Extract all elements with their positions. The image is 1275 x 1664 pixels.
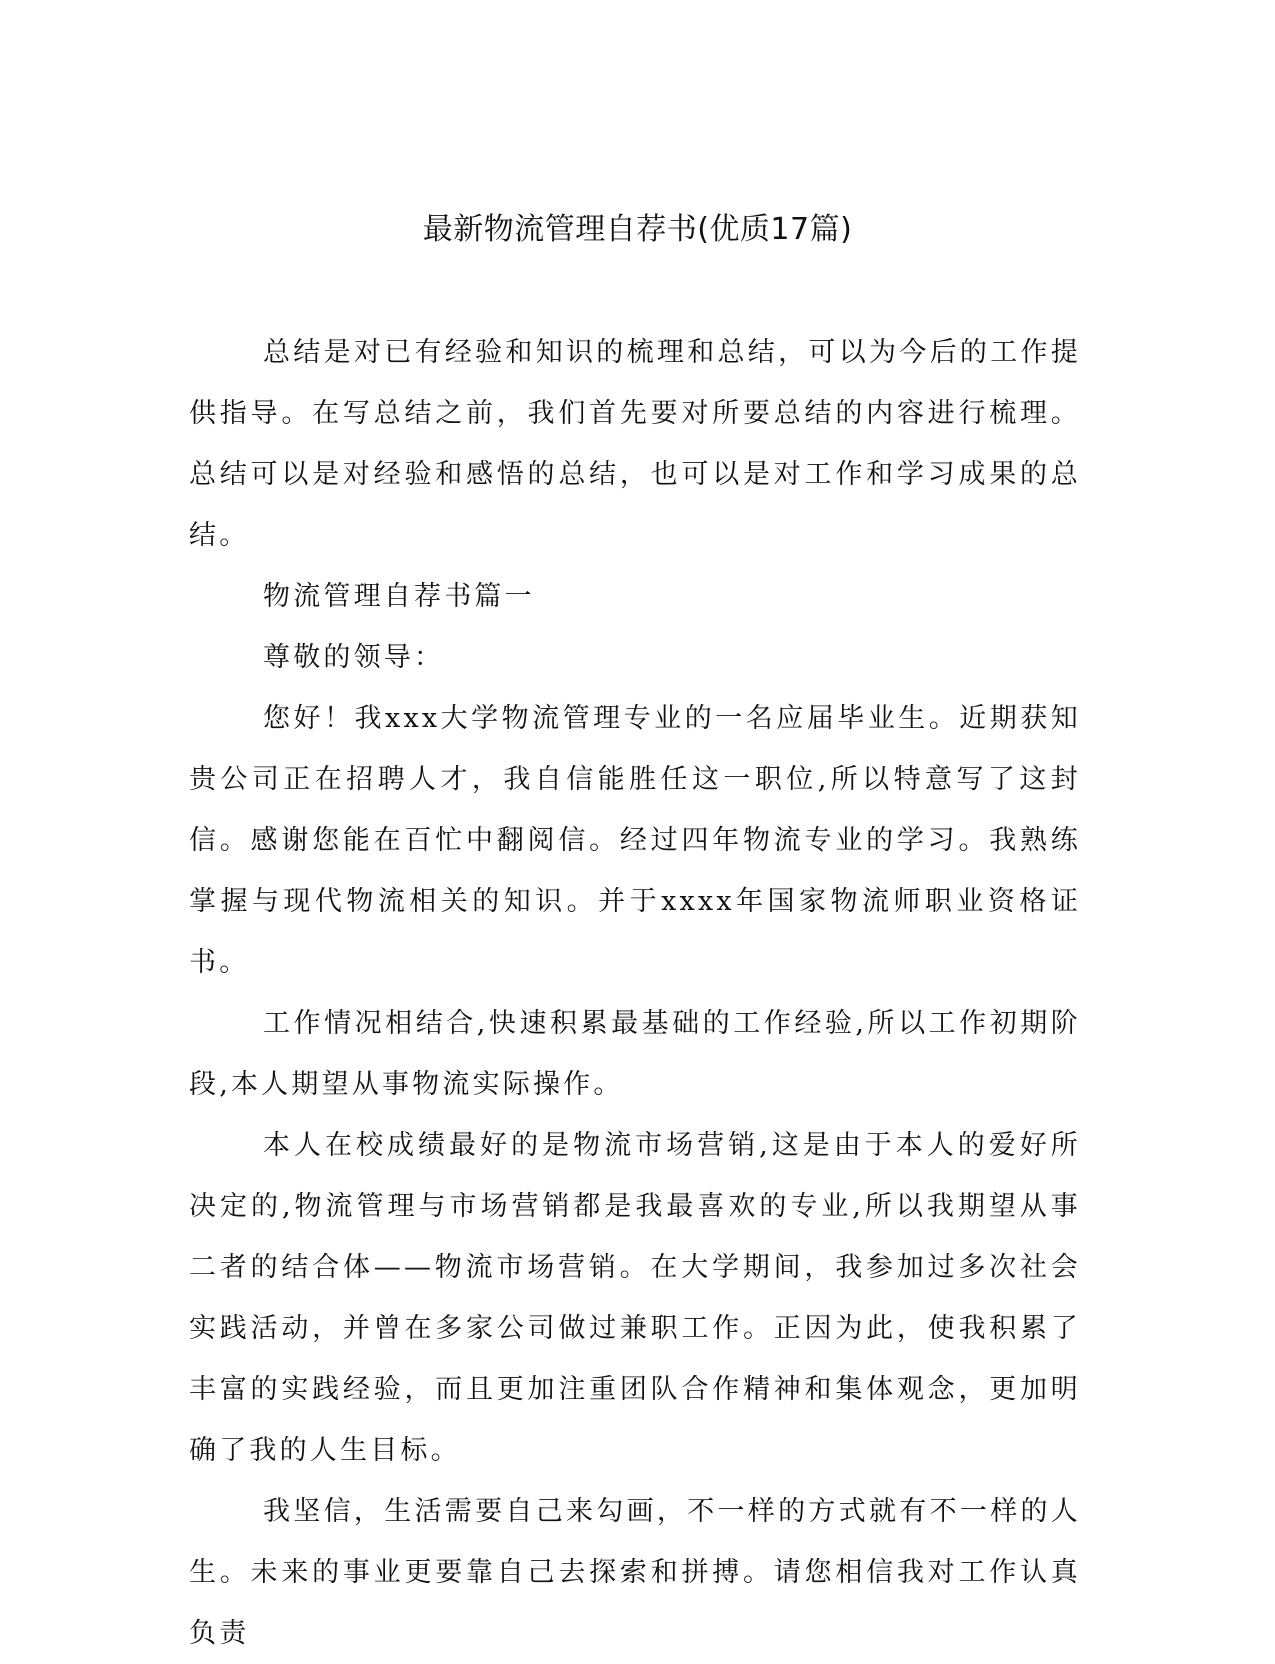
document-body [189,322,1081,1664]
body-paragraph: 您好！我xxx大学物流管理专业的一名应届毕业生。近期获知贵公司正在招聘人才，我自信能胜任这一职位,所以特意写了这封信。感谢您能在百忙中翻阅信。经过四年物流专业的学习。我熟练掌握与现代物流相关的知识。并于xxxx年国家物流师职业资格证书。 [189,703,1081,978]
document-title: 最新物流管理自荐书(优质17篇) [422,212,853,247]
body-paragraph: 我坚信，生活需要自己来勾画，不一样的方式就有不一样的人生。未来的事业更要靠自己去探索和拼搏。请您相信我对工作认真负责 [189,1496,1081,1649]
body-paragraph: 工作情况相结合,快速积累最基础的工作经验,所以工作初期阶段,本人期望从事物流实际操作。 [189,1008,1081,1100]
body-paragraph: 本人在校成绩最好的是物流市场营销,这是由于本人的爱好所决定的,物流管理与市场营销都是我最喜欢的专业,所以我期望从事二者的结合体——物流市场营销。在大学期间，我参加过多次社会实践活动，并曾在多家公司做过兼职工作。正因为此，使我积累了丰富的实践经验，而且更加注重团队合作精神和集体观念，更加明确了我的人生目标。 [189,1130,1081,1466]
salutation: 尊敬的领导： [263,642,445,673]
intro-paragraph: 总结是对已有经验和知识的梳理和总结，可以为今后的工作提供指导。在写总结之前，我们首先要对所要总结的内容进行梳理。总结可以是对经验和感悟的总结，也可以是对工作和学习成果的总结。 [189,337,1081,551]
section-heading: 物流管理自荐书篇一 [263,581,535,612]
